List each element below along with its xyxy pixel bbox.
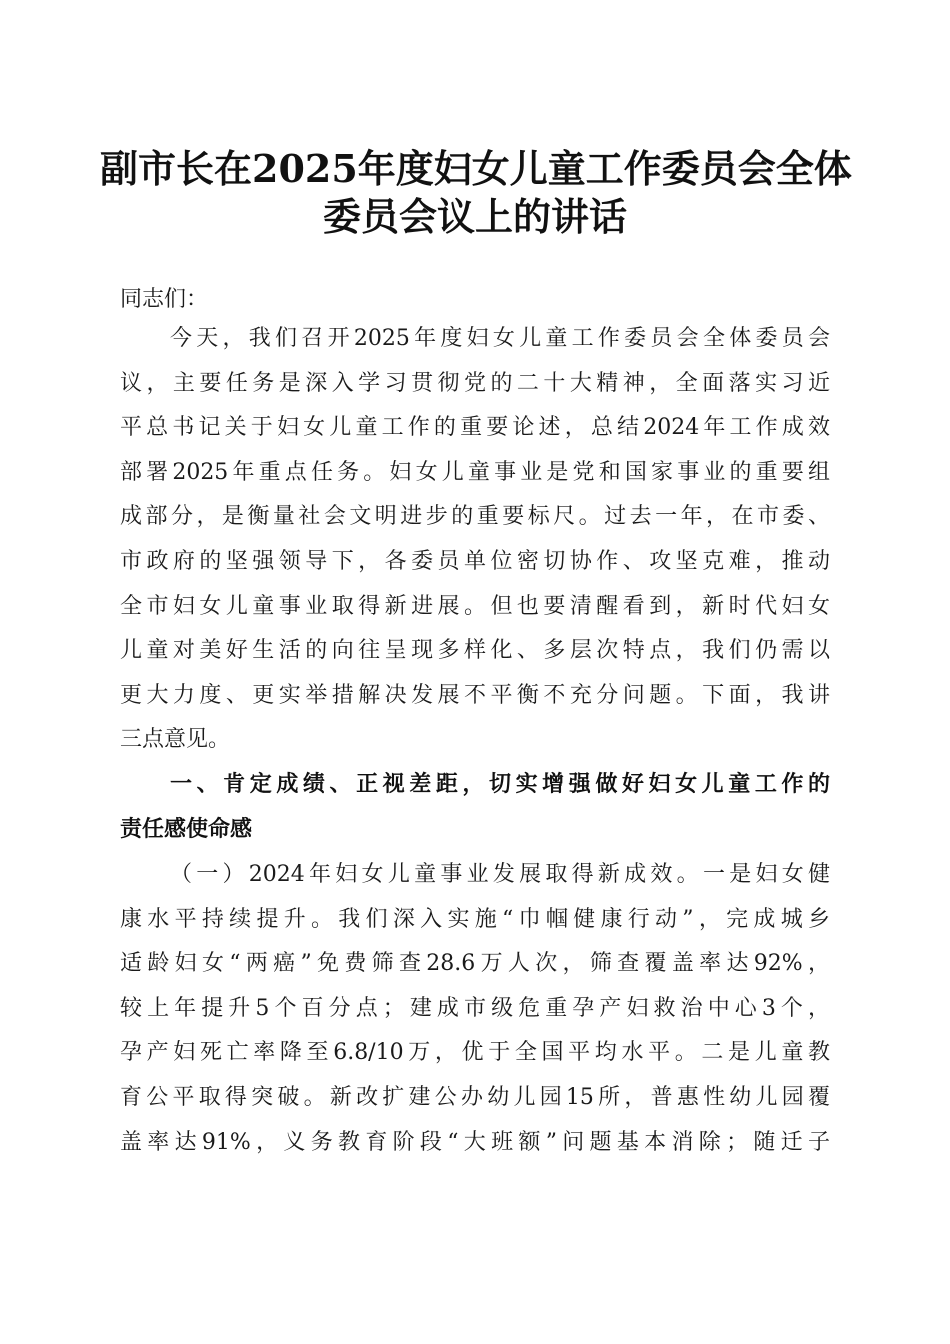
- paragraph-line: 今天，我们召开2025年度妇女儿童工作委员会全体委员会: [170, 326, 830, 351]
- greeting: 同志们：: [120, 287, 209, 312]
- paragraph-line: 育公平取得突破。新改扩建公办幼儿园15所，普惠性幼儿园覆: [120, 1084, 830, 1110]
- document-title-line-1: 副市长在2025年度妇女儿童工作委员会全体: [100, 146, 852, 191]
- paragraph-line: 全市妇女儿童事业取得新进展。但也要清醒看到，新时代妇女: [120, 593, 830, 619]
- heading-line: 一、肯定成绩、正视差距，切实增强做好妇女儿童工作的: [170, 772, 830, 797]
- paragraph-line: 议，主要任务是深入学习贯彻党的二十大精神，全面落实习近: [120, 370, 830, 396]
- paragraph-line: 成部分，是衡量社会文明进步的重要标尺。过去一年，在市委、: [120, 504, 830, 530]
- paragraph-line: 康水平持续提升。我们深入实施“巾帼健康行动”，完成城乡: [120, 906, 830, 932]
- paragraph-line: 适龄妇女“两癌”免费筛查28.6万人次，筛查覆盖率达92%，: [120, 951, 830, 977]
- heading-line: 责任感使命感: [120, 816, 253, 842]
- paragraph-line: 较上年提升5个百分点；建成市级危重孕产妇救治中心3个，: [120, 995, 830, 1021]
- paragraph-line: 孕产妇死亡率降至6.8/10万，优于全国平均水平。二是儿童教: [120, 1040, 830, 1066]
- paragraph-achievements: [120, 853, 830, 1165]
- paragraph-intro: [120, 317, 830, 763]
- paragraph-line: 市政府的坚强领导下，各委员单位密切协作、攻坚克难，推动: [120, 548, 830, 574]
- paragraph-line: 儿童对美好生活的向往呈现多样化、多层次特点，我们仍需以: [120, 638, 830, 664]
- paragraph-line: 三点意见。: [120, 727, 231, 753]
- paragraph-line: 更大力度、更实举措解决发展不平衡不充分问题。下面，我讲: [120, 682, 830, 708]
- document-title-line-2: 委员会议上的讲话: [322, 194, 627, 239]
- paragraph-line: 盖率达91%，义务教育阶段“大班额”问题基本消除；随迁子: [120, 1129, 830, 1155]
- paragraph-line: （一）2024年妇女儿童事业发展取得新成效。一是妇女健: [170, 862, 830, 887]
- paragraph-line: 平总书记关于妇女儿童工作的重要论述，总结2024年工作成效: [120, 415, 830, 441]
- section-heading-1: [120, 763, 830, 852]
- paragraph-line: 部署2025年重点任务。妇女儿童事业是党和国家事业的重要组: [120, 459, 830, 485]
